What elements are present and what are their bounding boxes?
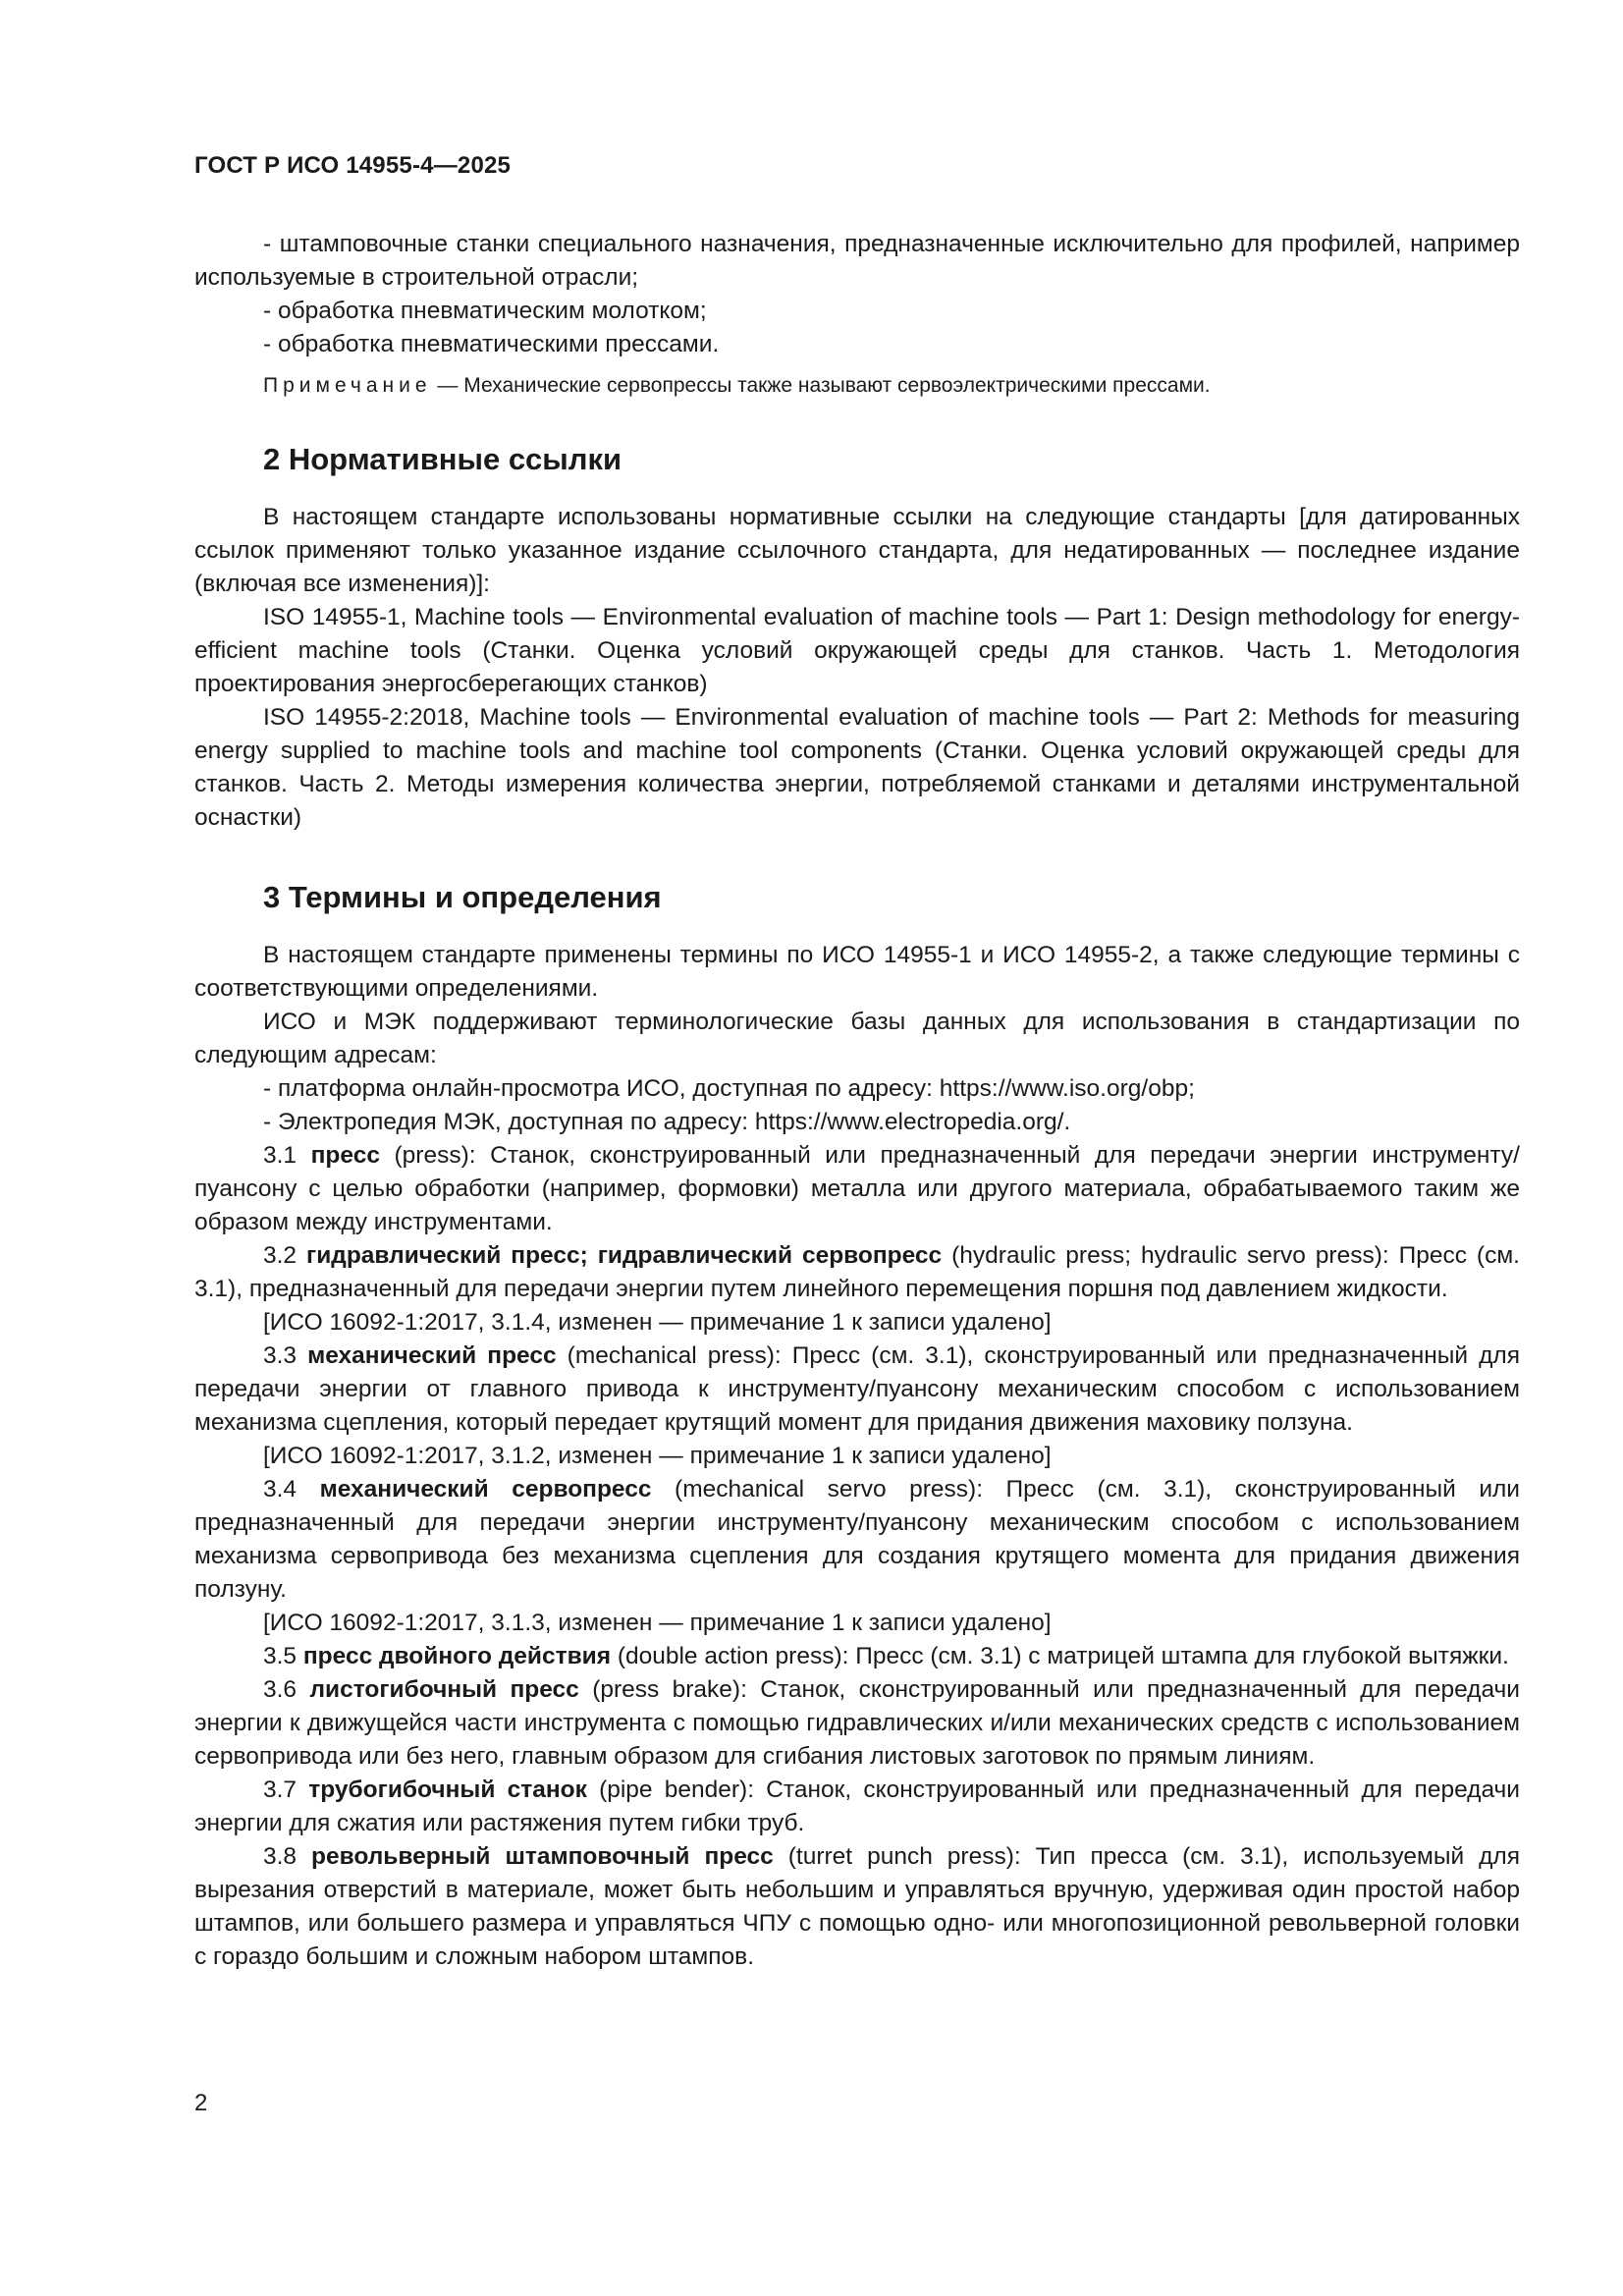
- term-definition: (mechanical servo press): Пресс (см. 3.1), сконструированный или предназначенный для передачи энергии инструменту/пуансону механическим способом с использованием механизма сервопривода без механизма сцепления для создания крутящего момента для придания движения ползуну.: [194, 1476, 1520, 1603]
- term-number: 3.3: [263, 1342, 308, 1369]
- paragraph: В настоящем стандарте использованы нормативные ссылки на следующие стандарты [для датированных ссылок применяют только указанное издание ссылочного стандарта, для недатированных — последнее издание (включая все изменения)]:: [194, 504, 1520, 597]
- list-item: - штамповочные станки специального назначения, предназначенные исключительно для профилей, например используемые в строительной отрасли;: [194, 231, 1520, 291]
- list-item: - Электропедия МЭК, доступная по адресу: https://www.electropedia.org/.: [263, 1109, 1071, 1135]
- term-3-8: [194, 1840, 1520, 1974]
- term-definition: (turret punch press): Тип пресса (см. 3.1), используемый для вырезания отверстий в материале, может быть небольшим и управляться вручную, удерживая один простой набор штампов, или большего размера и управляться ЧПУ с помощью одно- или многопозиционной револьверной головки с гораздо большим и сложным набором штампов.: [194, 1843, 1520, 1970]
- term-3-7: [194, 1774, 1520, 1840]
- term-name: механический пресс: [307, 1342, 557, 1369]
- term-definition: (double action press): Пресс (см. 3.1) с матрицей штампа для глубокой вытяжки.: [611, 1643, 1509, 1669]
- page-content: [194, 228, 1520, 1974]
- list-item: - платформа онлайн-просмотра ИСО, доступная по адресу: https://www.iso.org/obp;: [263, 1075, 1195, 1102]
- term-number: 3.8: [263, 1843, 312, 1870]
- page-number: 2: [194, 2090, 208, 2116]
- term-name: пресс: [310, 1142, 380, 1169]
- term-number: 3.5: [263, 1643, 303, 1669]
- standard-header: ГОСТ Р ИСО 14955-4—2025: [194, 152, 512, 179]
- note: [194, 371, 1520, 401]
- term-definition: (mechanical press): Пресс (см. 3.1), сконструированный или предназначенный для передачи энергии от главного привода к инструменту/пуансону механическим способом с использованием механизма сцепления, который передает крутящий момент для придания движения маховику ползуна.: [194, 1342, 1520, 1436]
- reference-iso-14955-2: ISO 14955-2:2018, Machine tools — Environmental evaluation of machine tools — Part 2: Methods for measuring energy supplied to machine tools and machine tool components (Станки. Оценка условий окружающей среды для станков. Часть 2. Методы измерения количества энергии, потребляемой станками и деталями инструментальной оснастки): [194, 704, 1520, 831]
- section-3-title: 3 Термины и определения: [263, 880, 662, 914]
- list-item: - обработка пневматическими прессами.: [263, 331, 720, 357]
- term-number: 3.2: [263, 1242, 307, 1269]
- term-3-3: [194, 1339, 1520, 1440]
- section-2-title: 2 Нормативные ссылки: [263, 442, 622, 476]
- note-label: Примечание: [263, 374, 432, 397]
- term-number: 3.4: [263, 1476, 320, 1503]
- term-name: гидравлический пресс; гидравлический сервопресс: [306, 1242, 943, 1269]
- term-name: трубогибочный станок: [308, 1777, 587, 1803]
- term-3-4: [194, 1473, 1520, 1607]
- term-name: пресс двойного действия: [302, 1643, 612, 1669]
- term-definition: (hydraulic press; hydraulic servo press): Пресс (см. 3.1), предназначенный для передачи энергии путем линейного перемещения поршня под давлением жидкости.: [194, 1242, 1520, 1302]
- term-definition: (press brake): Станок, сконструированный или предназначенный для передачи энергии к движущейся части инструмента с помощью гидравлических и/или механических средств с использованием сервопривода или без него, главным образом для сгибания листовых заготовок по прямым линиям.: [194, 1676, 1520, 1770]
- paragraph: ИСО и МЭК поддерживают терминологические базы данных для использования в стандартизации по следующим адресам:: [194, 1009, 1520, 1068]
- term-definition: (press): Станок, сконструированный или предназначенный для передачи энергии инструменту/пуансону с целью обработки (например, формовки) металла или другого материала, обрабатываемого таким же образом между инструментами.: [194, 1142, 1520, 1235]
- term-number: 3.1: [263, 1142, 311, 1169]
- paragraph: В настоящем стандарте применены термины по ИСО 14955-1 и ИСО 14955-2, а также следующие термины с соответствующими определениями.: [194, 942, 1520, 1002]
- term-source: [ИСО 16092-1:2017, 3.1.4, изменен — примечание 1 к записи удалено]: [263, 1309, 1052, 1336]
- term-name: револьверный штамповочный пресс: [311, 1843, 774, 1870]
- term-number: 3.7: [263, 1777, 309, 1803]
- term-source: [ИСО 16092-1:2017, 3.1.3, изменен — примечание 1 к записи удалено]: [263, 1610, 1052, 1636]
- term-3-6: [194, 1673, 1520, 1774]
- term-3-5: [194, 1640, 1520, 1673]
- reference-iso-14955-1: ISO 14955-1, Machine tools — Environmental evaluation of machine tools — Part 1: Design methodology for energy-efficient machine tools (Станки. Оценка условий окружающей среды для станков. Часть 1. Методология проектирования энергосберегающих станков): [194, 604, 1520, 697]
- term-name: механический сервопресс: [319, 1476, 652, 1503]
- term-definition: (pipe bender): Станок, сконструированный или предназначенный для передачи энергии для сжатия или растяжения путем гибки труб.: [194, 1777, 1520, 1836]
- note-text: — Механические сервопрессы также называют сервоэлектрическими прессами.: [431, 374, 1211, 397]
- term-name: листогибочный пресс: [309, 1676, 579, 1703]
- list-item: - обработка пневматическим молотком;: [263, 298, 707, 324]
- term-number: 3.6: [263, 1676, 310, 1703]
- term-3-1: [194, 1139, 1520, 1239]
- term-3-2: [194, 1239, 1520, 1306]
- term-source: [ИСО 16092-1:2017, 3.1.2, изменен — примечание 1 к записи удалено]: [263, 1443, 1052, 1469]
